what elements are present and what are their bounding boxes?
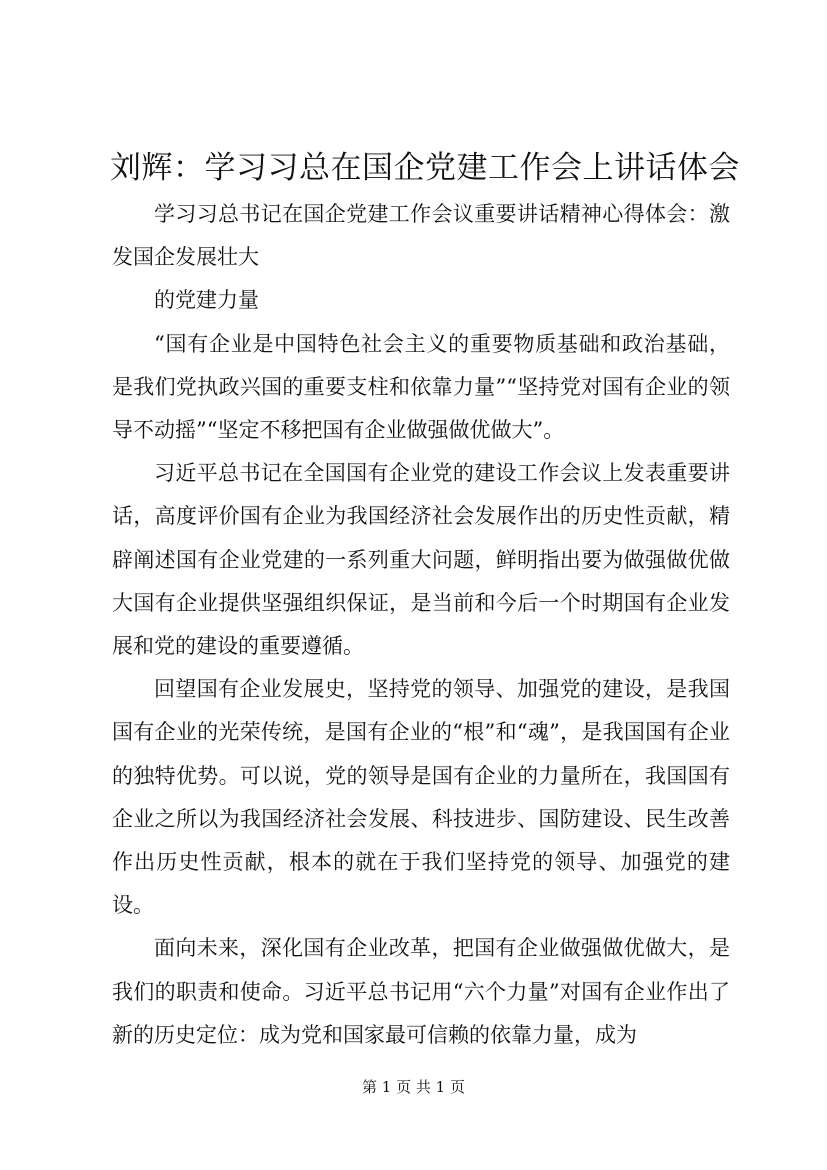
paragraph: 面向未来，深化国有企业改革，把国有企业做强做优做大，是我们的职责和使命。习近平总书记用“六个力量”对国有企业作出了新的历史定位：成为党和国家最可信赖的依靠力量，成为 — [112, 936, 730, 1047]
paragraph: 学习习总书记在国企党建工作会议重要讲话精神心得体会：激发国企发展壮大 — [112, 202, 730, 270]
paragraph: “国有企业是中国特色社会主义的重要物质基础和政治基础，是我们党执政兴国的重要支柱和依靠力量”“坚持党对国有企业的领导不动摇”“坚定不移把国有企业做强做优做大”。 — [112, 331, 730, 443]
document-body — [112, 193, 730, 1057]
paragraph: 习近平总书记在全国国有企业党的建设工作会议上发表重要讲话，高度评价国有企业为我国经济社会发展作出的历史性贡献，精辟阐述国有企业党建的一系列重大问题，鲜明指出要为做强做优做大国有企业提供坚强组织保证，是当前和今后一个时期国有企业发展和党的建设的重要遵循。 — [112, 461, 730, 659]
paragraph: 的党建力量 — [154, 288, 259, 313]
paragraph: 回望国有企业发展史，坚持党的领导、加强党的建设，是我国国有企业的光荣传统，是国有企业的“根”和“魂”，是我国国有企业的独特优势。可以说，党的领导是国有企业的力量所在，我国国有企业之所以为我国经济社会发展、科技进步、国防建设、民生改善作出历史性贡献，根本的就在于我们坚持党的领导、加强党的建设。 — [112, 677, 730, 918]
document-title: 刘辉：学习习总在国企党建工作会上讲话体会 — [110, 150, 740, 186]
page-number-footer: 第 1 页 共 1 页 — [362, 1078, 465, 1096]
